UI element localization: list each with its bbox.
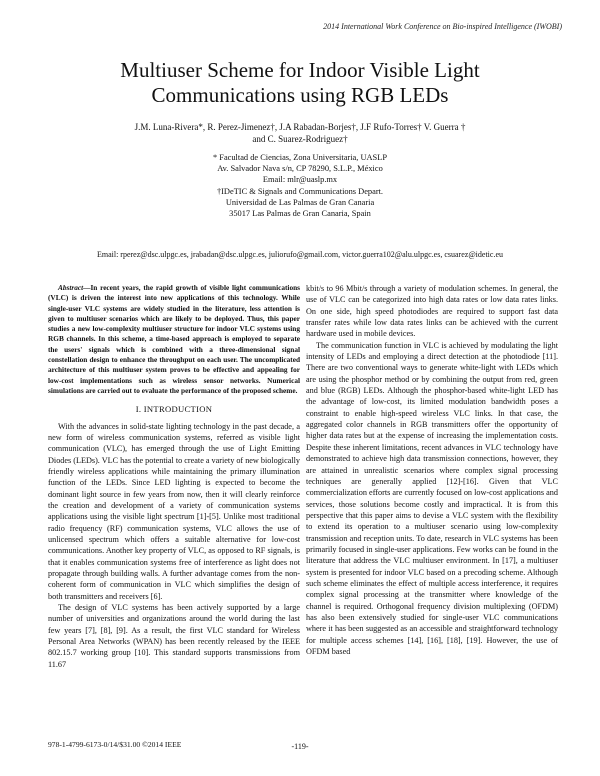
title-line-1: Multiuser Scheme for Indoor Visible Light xyxy=(120,58,480,82)
section-heading-introduction: I. INTRODUCTION xyxy=(135,404,213,415)
affiliation-line: * Facultad de Ciencias, Zona Universitaria, UASLP xyxy=(213,153,387,162)
right-paragraph-1: The communication function in VLC is achieved by modulating the light intensity of LEDs and employing a direct detection at the photodiode [11]. There are two conventional ways to generate white-light with LEDs which are using the phosphor method or by combining the output from red, green and blue (RGB) LEDs. Although the phosphor-based white-light LED has the advantage of low-cost, its limited modulation bandwidth poses a constraint to enable high-speed wireless VLC links. In that case, the aggregated color channels in RGB transmitters offer the opportunity of higher data rates but at the expense of increasing the implementation costs. Despite these inherent limitations, recent advances in VLC technology have demonstrated to achieve high data transmission connections, however, they are attained in unrealistic scenarios where complex signal processing techniques are generally applied [12]-[16]. Given that VLC commercialization efforts are currently focused on low-cost applications and services, those solutions become costly and impractical. It is from this perspective that this paper aims to devise a VLC system with the flexibility to extend its operation to a multiuser scenario using low-complexity transmission and reception units. To date, research in VLC systems has been primarily focused in single-user applications. Few works can be found in the literature that address the VLC multiuser environment. In [17], a multiuser system is presented for indoor VLC based on a precoding scheme. Although such scheme eliminates the effect of multiple access interference, it requires complex signal processing at the transmitter where knowledge of the channel is required. Orthogonal frequency division multiplexing (OFDM) has also been extensively studied for single-user VLC communications where it has been suggested as an accessible and straightforward technology for multiple access schemes [14], [16], [18], [19]. However, the use of OFDM based xyxy=(306,340,558,656)
affiliation-line: Universidad de Las Palmas de Gran Canaria xyxy=(225,197,375,207)
page-number: -119- xyxy=(291,742,309,751)
title-line-2: Communications using RGB LEDs xyxy=(151,83,449,107)
affiliation-line: 35017 Las Palmas de Gran Canaria, Spain xyxy=(229,209,371,219)
conference-header: 2014 International Work Conference on Bio-inspired Intelligence (IWOBI) xyxy=(323,22,562,31)
affiliation-line: Av. Salvador Nava s/n, CP 78290, S.L.P., México xyxy=(217,164,383,174)
abstract-body: —In recent years, the rapid growth of visible light communications (VLC) is driven the interest into new applications of this technology. While single-user VLC systems are widely studied in the literature, less attention is given to multiuser scenarios which are likely to be deployed. Thus, this paper studies a new low-complexity multiuser structure for indoor VLC systems using RGB channels. In this scheme, a time-based approach is employed to separate the users' signals which is combined with a three-dimensional signal constellation design to enhance the throughput on each user. The uncomplicated architecture of this multiuser system proves to be effective and appealing for low-cost implementations such as wireless sensor networks. Numerical simulations are carried out to evaluate the performance of the proposed scheme. xyxy=(48,283,300,395)
affiliation-line: Email: mlr@uaslp.mx xyxy=(262,175,338,185)
abstract xyxy=(48,283,300,396)
author-emails: Email: rperez@dsc.ulpgc.es, jrabadan@dsc.ulpgc.es, juliorufo@gmail.com, victor.guerra102@alu.ulpgc.es, csuarez@idetic.eu xyxy=(96,250,504,259)
authors-line-1: J.M. Luna-Rivera*, R. Perez-Jimenez†, J.A Rabadan-Borjes†, J.F Rufo-Torres† V. Guerra † xyxy=(134,122,466,132)
abstract-label: Abstract xyxy=(58,283,84,292)
isbn-footer: 978-1-4799-6173-0/14/$31.00 ©2014 IEEE xyxy=(48,740,182,749)
author-list xyxy=(50,122,550,145)
left-column xyxy=(48,283,300,670)
affiliation-line: †IDeTIC & Signals and Communications Depart. xyxy=(216,186,384,196)
intro-paragraph-2: The design of VLC systems has been actively supported by a large number of universities and organizations around the world during the last few years [7], [8], [9]. As a result, the first VLC standard for Wireless Personal Area Networks (WPAN) has been recently released by the IEEE 802.15.7 working group [10]. This standard supports transmissions from 11.67 xyxy=(48,603,300,669)
authors-line-2: and C. Suarez-Rodriguez† xyxy=(252,133,348,144)
right-paragraph-continued: kbit/s to 96 Mbit/s through a variety of modulation schemes. In general, the use of VLC can be categorized into high data rates or low data rates links. On one side, high speed photodiodes are required to support fast data transfer rates while low data rates links can be achieved with the current hardware used in mobile devices. xyxy=(306,284,558,339)
affiliations xyxy=(100,152,500,219)
right-column xyxy=(306,283,558,657)
paper-title xyxy=(60,58,540,108)
intro-paragraph-1: With the advances in solid-state lighting technology in the past decade, a new form of wireless communication systems, referred as visible light communication (VLC), has emerged through the use of Light Emitting Diodes (LEDs). VLC has the potential to create a variety of new biologically friendly wireless applications while maintaining the primary illumination function of the LEDs. Since LED lighting is expected to become the dominant light source in few years from now, then it will clearly reinforce the creation and development of a variety of communication systems applications using the visible light spectrum [1]-[5]. Unlike most traditional radio frequency (RF) communication systems, VLC allows the use of unlicensed spectrum which offers a suitable alternative for low-cost communications. Another key property of VLC, as opposed to RF signals, is that it enables communication systems free of interference as light does not propagate through building walls. A further advantage comes from the non-coherent form of communication in VLC which simplifies the design of both transmitters and receivers [6]. xyxy=(48,421,300,601)
